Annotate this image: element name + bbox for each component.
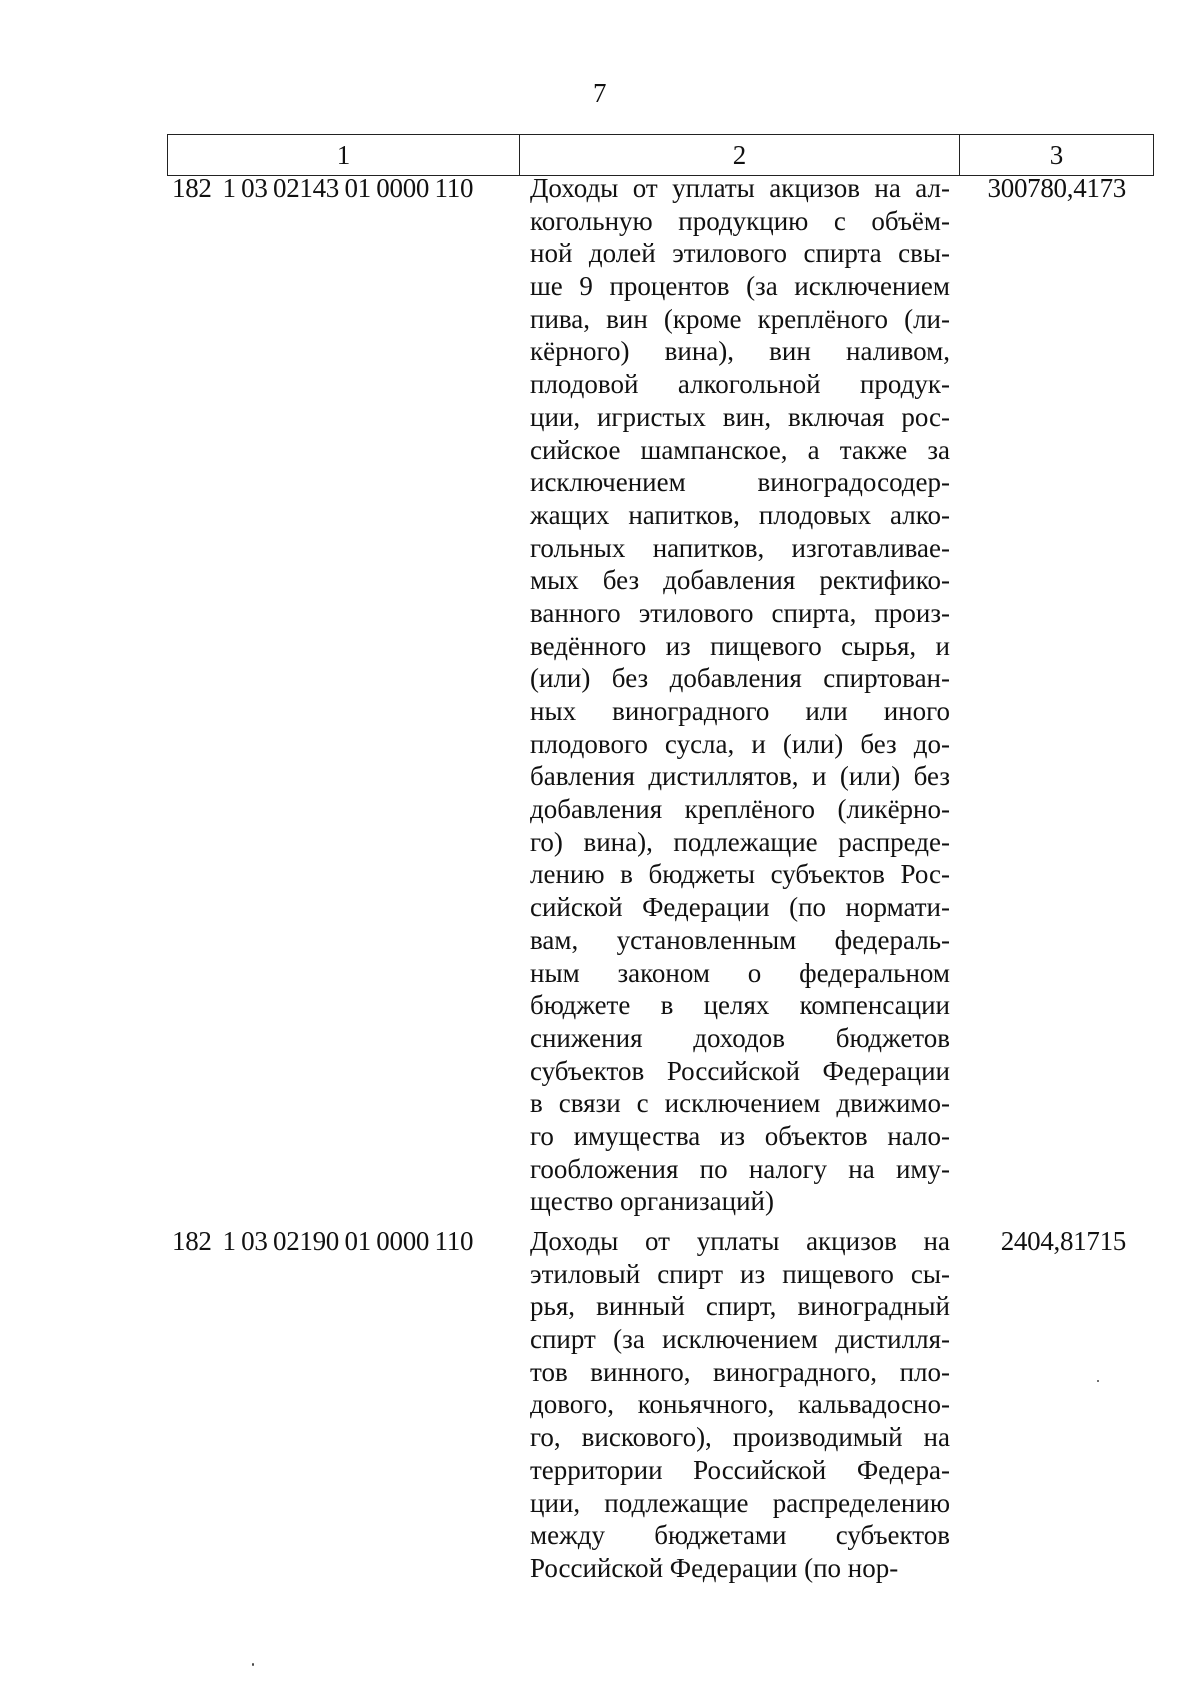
header-cell-code: 1 — [168, 135, 520, 175]
income-description — [530, 172, 950, 1218]
description-line: щество организаций) — [530, 1186, 774, 1217]
description-line: исключением виноградосодер- — [530, 467, 950, 498]
description-line: субъектов Российской Федерации — [530, 1055, 950, 1086]
description-line: этиловый спирт из пищевого сы- — [530, 1258, 950, 1289]
description-line: мых без добавления ректифико- — [530, 565, 950, 596]
description-line: между бюджетами субъектов — [530, 1520, 950, 1551]
description-line: ным законом о федеральном — [530, 957, 950, 988]
description-line: лению в бюджеты субъектов Рос- — [530, 859, 950, 890]
description-line: плодового сусла, и (или) без до- — [530, 728, 950, 759]
description-line: рья, винный спирт, виноградный — [530, 1291, 950, 1322]
income-description — [530, 1225, 950, 1585]
description-line: гообложения по налогу на иму- — [530, 1153, 950, 1184]
description-line: жащих напитков, плодовых алко- — [530, 499, 950, 530]
description-line: го) вина), подлежащие распреде- — [530, 826, 950, 857]
description-line: пива, вин (кроме креплёного (ли- — [530, 303, 950, 334]
description-line: сийское шампанское, а также за — [530, 434, 950, 465]
description-line: ных виноградного или иного — [530, 696, 950, 726]
header-cell-description: 2 — [520, 135, 960, 175]
description-line: тов винного, виноградного, пло- — [530, 1356, 950, 1387]
description-line: территории Российской Федера- — [530, 1454, 950, 1485]
scan-speck — [1097, 1380, 1099, 1382]
description-line: добавления креплёного (ликёрно- — [530, 794, 950, 825]
amount-value: 300780,4173 — [987, 173, 1126, 203]
description-line: ной долей этилового спирта свы- — [530, 238, 950, 269]
description-line: ванного этилового спирта, произ- — [530, 597, 950, 628]
scan-speck — [252, 1663, 254, 1666]
description-line: когольную продукцию с объём- — [530, 205, 950, 236]
description-line: го, вискового), производимый на — [530, 1422, 950, 1453]
description-line: ведённого из пищевого сырья, и — [530, 630, 950, 661]
description-line: го имущества из объектов нало- — [530, 1120, 950, 1151]
description-line: плодовой алкогольной продук- — [530, 369, 950, 400]
description-line: Российской Федерации (по нор- — [530, 1552, 899, 1583]
header-cell-amount: 3 — [1049, 140, 1064, 170]
description-line: Доходы от уплаты акцизов на ал- — [530, 173, 950, 203]
description-line: бюджете в целях компенсации — [530, 990, 950, 1021]
description-line: дового, коньячного, кальвадосно- — [530, 1389, 950, 1420]
description-line: спирт (за исключением дистилля- — [530, 1324, 950, 1355]
description-line: Доходы от уплаты акцизов на — [530, 1226, 950, 1256]
description-line: кёрного) вина), вин наливом, — [530, 336, 950, 367]
table-header-row — [167, 134, 1154, 176]
description-line: снижения доходов бюджетов — [530, 1022, 950, 1053]
description-line: ше 9 процентов (за исключением — [530, 271, 950, 302]
description-line: гольных напитков, изготавливае- — [530, 532, 950, 563]
page-number: 7 — [593, 78, 607, 108]
description-line: (или) без добавления спиртован- — [530, 663, 950, 694]
description-line: ции, игристых вин, включая рос- — [530, 401, 950, 432]
description-line: бавления дистиллятов, и (или) без — [530, 761, 950, 792]
budget-code: 182 1 03 02190 01 0000 110 — [172, 1226, 474, 1256]
description-line: сийской Федерации (по нормати- — [530, 892, 950, 923]
description-line: в связи с исключением движимо- — [530, 1088, 950, 1119]
budget-code: 182 1 03 02143 01 0000 110 — [172, 173, 474, 203]
description-line: ции, подлежащие распределению — [530, 1487, 950, 1518]
amount-value: 2404,81715 — [1000, 1226, 1126, 1256]
description-line: вам, установленным федераль- — [530, 924, 950, 955]
